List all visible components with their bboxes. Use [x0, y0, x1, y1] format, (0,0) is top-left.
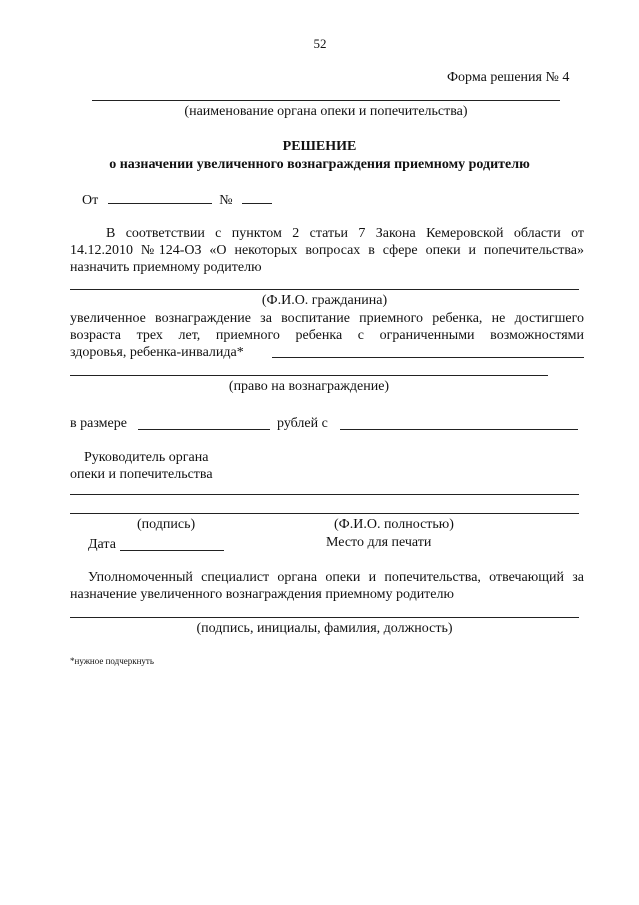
- from-date-field[interactable]: [108, 191, 212, 204]
- para2-line3: здоровья, ребенка-инвалида*: [70, 345, 244, 360]
- page-number: 52: [313, 36, 327, 51]
- specialist-line2: назначение увеличенного вознаграждения приемному родителю: [70, 587, 454, 602]
- from-row: [82, 191, 272, 209]
- fio-line[interactable]: [70, 289, 579, 290]
- specialist-field[interactable]: [70, 617, 579, 618]
- right-caption: (право на вознаграждение): [228, 379, 390, 394]
- head-line-a[interactable]: [70, 494, 579, 495]
- specialist-caption: (подпись, инициалы, фамилия, должность): [196, 621, 453, 636]
- fullname-caption: (Ф.И.О. полностью): [334, 517, 454, 532]
- org-caption: (наименование органа опеки и попечительства): [184, 104, 468, 119]
- para2-line2: возраста трех лет, приемного ребенка с ограниченными возможностями: [70, 328, 584, 343]
- form-label: Форма решения № 4: [447, 70, 570, 85]
- para2-line1: увеличенное вознаграждение за воспитание приемного ребенка, не достигшего: [70, 311, 584, 326]
- head-line-b[interactable]: [70, 513, 579, 514]
- rubles-label: рублей с: [277, 416, 328, 431]
- stamp-label: Место для печати: [326, 535, 432, 550]
- from-date-amount-field[interactable]: [340, 429, 578, 430]
- org-name-line: [92, 100, 560, 101]
- specialist-line1: Уполномоченный специалист органа опеки и попечительства, отвечающий за: [88, 570, 584, 585]
- footnote: *нужное подчеркнуть: [70, 656, 154, 666]
- para1-line1: В соответствии с пунктом 2 статьи 7 Закона Кемеровской области от: [106, 226, 584, 241]
- from-label: От: [82, 193, 99, 208]
- number-field[interactable]: [242, 191, 272, 204]
- document-subtitle: о назначении увеличенного вознаграждения приемному родителю: [109, 157, 530, 172]
- date-label: Дата: [88, 537, 116, 552]
- amount-label: в размере: [70, 416, 127, 431]
- fio-caption: (Ф.И.О. гражданина): [261, 293, 388, 308]
- head-line1: Руководитель органа: [84, 450, 209, 465]
- document-title: РЕШЕНИЕ: [282, 139, 357, 154]
- signature-caption: (подпись): [137, 517, 196, 532]
- para1-line3: назначить приемному родителю: [70, 260, 262, 275]
- amount-field[interactable]: [138, 429, 270, 430]
- right-line[interactable]: [70, 375, 548, 376]
- para1-line2: 14.12.2010 №124-ОЗ «О некоторых вопросах в сфере опеки и попечительства»: [70, 243, 584, 258]
- head-line2: опеки и попечительства: [70, 467, 213, 482]
- date-field[interactable]: [120, 550, 224, 551]
- number-label: №: [219, 193, 233, 208]
- disability-line[interactable]: [272, 357, 584, 358]
